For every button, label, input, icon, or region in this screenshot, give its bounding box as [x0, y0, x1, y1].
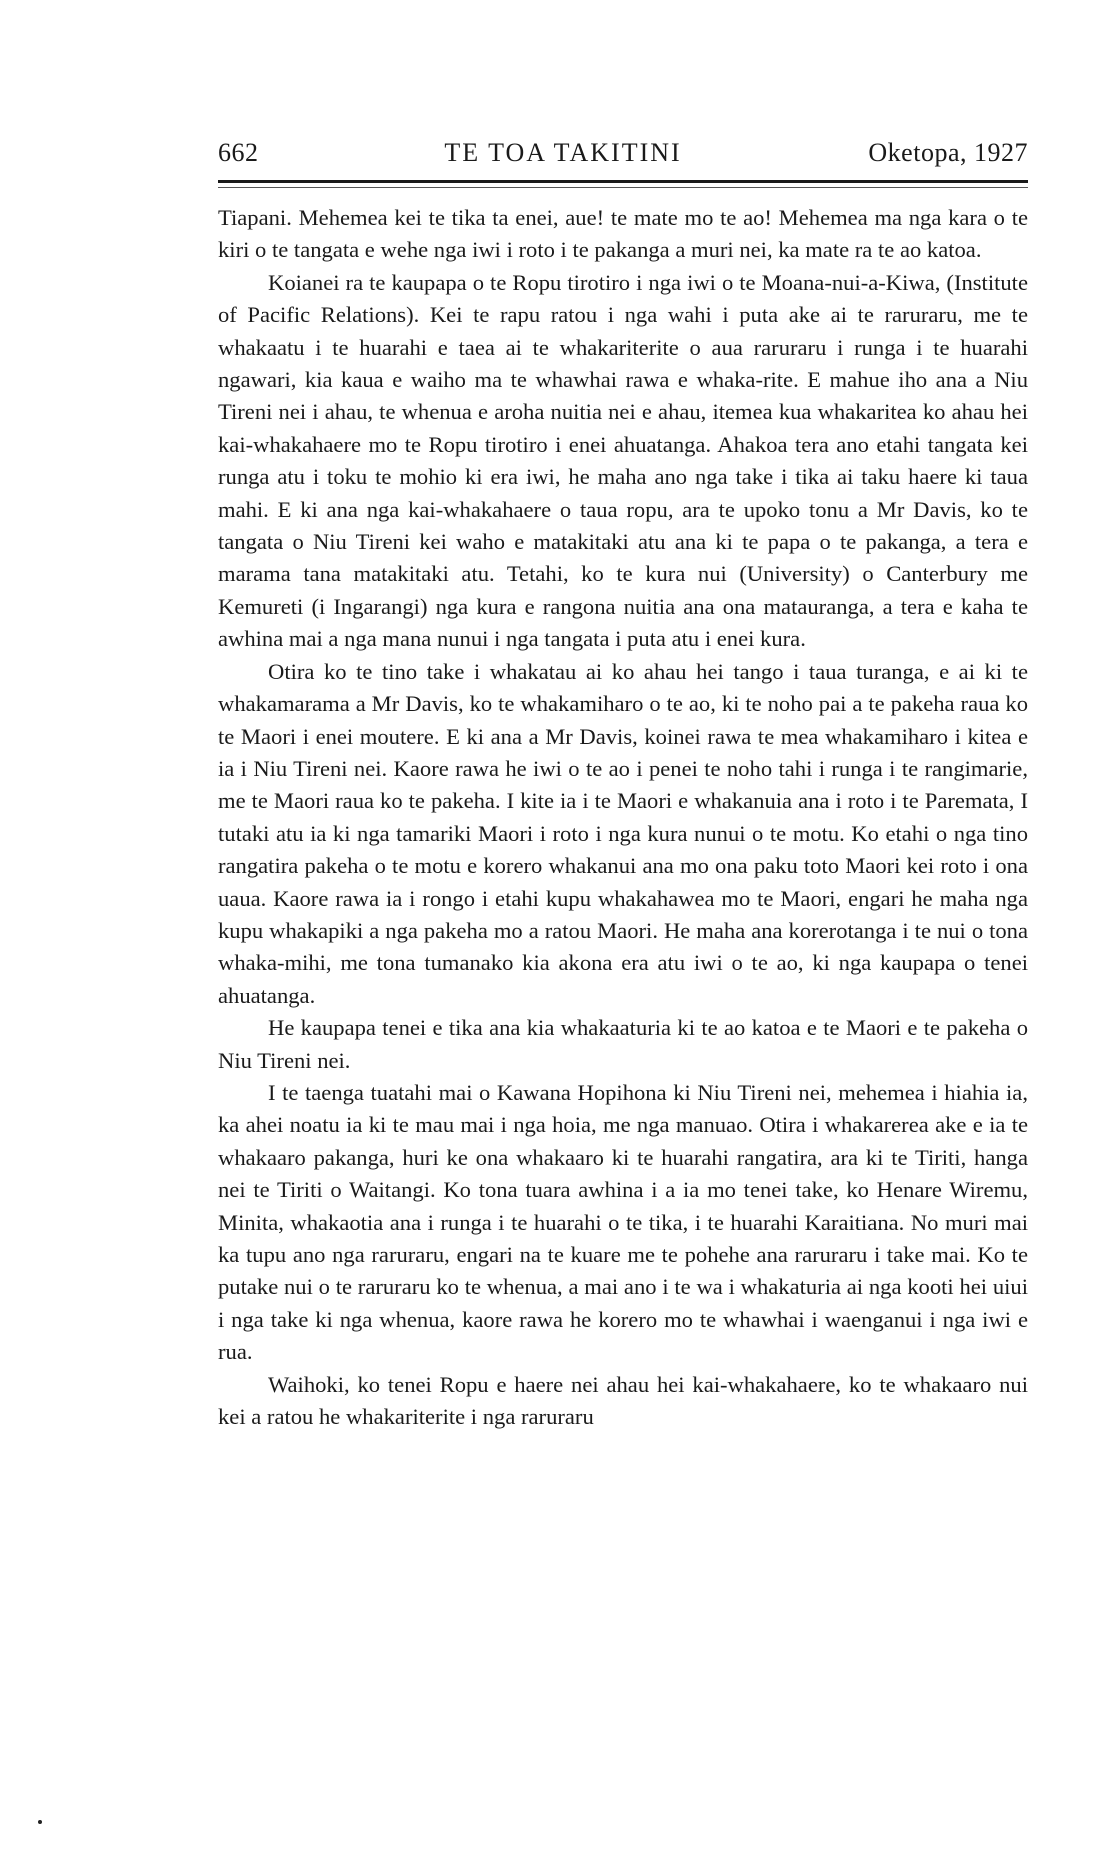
document-page	[218, 138, 1028, 1433]
paragraph: He kaupapa tenei e tika ana kia whakaaturia ki te ao katoa e te Maori e te pakeha o Niu Tireni nei.	[218, 1015, 1028, 1073]
paragraph: I te taenga tuatahi mai o Kawana Hopihona ki Niu Tireni nei, mehemea i hiahia ia, ka ahei noatu ia ki te mau mai i nga hoia, me nga manuao. Otira i whakarerea ake e ia te whakaaro pakanga, huri ke ona whakaaro ki te huarahi rangatira, ara ki te Tiriti, hanga nei te Tiriti o Waitangi. Ko tona tuara awhina i a ia mo tenei take, ko Henare Wiremu, Minita, whakaotia ana i runga i te huarahi o te tika, i te huarahi Karaitiana. No muri mai ka tupu ano nga raruraru, engari na te kuare me te pohehe ana raruraru i take mai. Ko te putake nui o te raruraru ko te whenua, a mai ano i te wa i whakaturia ai nga kooti hei uiui i nga take ki nga whenua, kaore rawa he korero mo te whawhai i waenganui i nga iwi e rua.	[218, 1079, 1028, 1365]
paragraph: Otira ko te tino take i whakatau ai ko ahau hei tango i taua turanga, e ai ki te whakamarama a Mr Davis, ko te whakamiharo o te ao, ki te noho pai a te pakeha raua ko te Maori i enei moutere. E ki ana a Mr Davis, koinei rawa te mea whakamiharo i kitea e ia i Niu Tireni nei. Kaore rawa he iwi o te ao i penei te noho tahi i runga i te rangimarie, me te Maori raua ko te pakeha. I kite ia i te Maori e whakanuia ana i roto i te Paremata, I tutaki atu ia ki nga tamariki Maori i roto i nga kura nunui o te motu. Ko etahi o nga tino rangatira pakeha o te motu e korero whakanui ana mo ona paku toto Maori kei roto i ona uaua. Kaore rawa ia i rongo i etahi kupu whakahawea mo te Maori, engari he maha nga kupu whakapiki a nga pakeha mo a ratou Maori. He maha ana korerotanga i te nui o tona whaka-mihi, me tona tumanako kia akona era atu iwi o te ao, ki nga kaupapa o tenei ahuatanga.	[218, 658, 1028, 1008]
issue-date: Oketopa, 1927	[868, 138, 1028, 167]
page-header	[218, 138, 1028, 174]
paragraph: Koianei ra te kaupapa o te Ropu tirotiro i nga iwi o te Moana-nui-a-Kiwa, (Institute of Pacific Relations). Kei te rapu ratou i nga wahi i puta ake ai te raruraru, me te whakaatu i te huarahi e taea ai te whakariterite o aua raruraru i runga i te huarahi ngawari, kia kaua e waiho ma te whawhai rawa e whaka-rite. E mahue iho ana a Niu Tireni nei i ahau, te whenua e aroha nuitia nei e ahau, itemea kua whakaritea ko ahau hei kai-whakahaere mo te Ropu tirotiro i enei ahuatanga. Ahakoa tera ano etahi tangata kei runga atu i toku te mohio ki era iwi, he maha ano nga take i tika ai taku haere ki taua mahi. E ki ana nga kai-whakahaere o taua ropu, ara te upoko tonu a Mr Davis, ko te tangata o Niu Tireni kei waho e matakitaki atu ana ki te papa o te pakanga, a tera e marama tana matakitaki atu. Tetahi, ko te kura nui (University) o Canterbury me Kemureti (i Ingarangi) nga kura e rangona nuitia ana ona matauranga, a tera e kaha te awhina mai a nga mana nunui i nga tangata i puta atu i enei kura.	[218, 269, 1028, 652]
paragraph-continued: Tiapani. Mehemea kei te tika ta enei, aue! te mate mo te ao! Mehemea ma nga kara o te kiri o te tangata e wehe nga iwi i roto i te pakanga a muri nei, ka mate ra te ao katoa.	[218, 205, 1028, 263]
article-body	[218, 202, 1028, 1433]
running-title: TE TOA TAKITINI	[444, 138, 682, 167]
header-rule	[218, 180, 1028, 188]
print-speck	[38, 1820, 42, 1824]
page-number: 662	[218, 138, 259, 167]
paragraph: Waihoki, ko tenei Ropu e haere nei ahau hei kai-whakahaere, ko te whakaaro nui kei a ratou he whakariterite i nga raruraru	[218, 1371, 1028, 1430]
